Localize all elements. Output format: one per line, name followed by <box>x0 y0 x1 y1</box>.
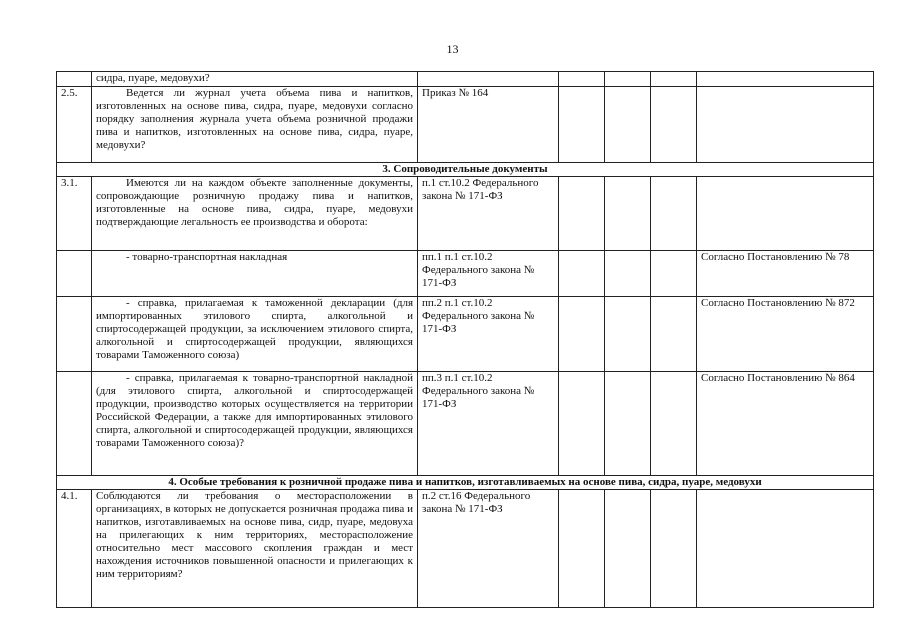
table-row <box>57 177 874 251</box>
mark-cell-yes <box>559 72 605 87</box>
mark-cell-no <box>605 372 651 476</box>
mark-cell-yes <box>559 297 605 372</box>
row-number: 2.5. <box>57 87 92 163</box>
note-cell <box>697 87 874 163</box>
row-number <box>57 251 92 297</box>
table-row <box>57 87 874 163</box>
legal-basis: пп.1 п.1 ст.10.2 Федерального закона № 171-ФЗ <box>418 251 559 297</box>
note-cell <box>697 177 874 251</box>
mark-cell-na <box>651 72 697 87</box>
section-heading: 4. Особые требования к розничной продаже пива и напитков, изготавливаемых на основе пива, сидра, пуаре, медовухи <box>57 476 874 490</box>
mark-cell-yes <box>559 87 605 163</box>
note-cell <box>697 72 874 87</box>
mark-cell-yes <box>559 372 605 476</box>
mark-cell-na <box>651 87 697 163</box>
mark-cell-no <box>605 490 651 608</box>
checklist-table <box>56 71 874 608</box>
row-number: 3.1. <box>57 177 92 251</box>
row-number: 4.1. <box>57 490 92 608</box>
requirement-text: - справка, прилагаемая к таможенной декларации (для импортированных этилового спирта, алкогольной и спиртосодержащей продукции, за исключением этилового спирта, алкогольной и спиртосодержащей продукции, являющихся товарами Таможенного союза) <box>92 297 418 372</box>
note-cell: Согласно Постановлению № 78 <box>697 251 874 297</box>
mark-cell-na <box>651 372 697 476</box>
note-cell: Согласно Постановлению № 872 <box>697 297 874 372</box>
legal-basis: пп.2 п.1 ст.10.2 Федерального закона № 171-ФЗ <box>418 297 559 372</box>
section-row <box>57 476 874 490</box>
mark-cell-na <box>651 177 697 251</box>
table-row <box>57 72 874 87</box>
legal-basis: п.2 ст.16 Федерального закона № 171-ФЗ <box>418 490 559 608</box>
legal-basis: пп.3 п.1 ст.10.2 Федерального закона № 171-ФЗ <box>418 372 559 476</box>
mark-cell-no <box>605 87 651 163</box>
row-number <box>57 372 92 476</box>
mark-cell-no <box>605 177 651 251</box>
page-number: 13 <box>446 42 459 56</box>
table-row <box>57 372 874 476</box>
mark-cell-yes <box>559 251 605 297</box>
requirement-text: - справка, прилагаемая к товарно-транспортной накладной (для этилового спирта, алкогольной и спиртосодержащей продукции, производство которых осуществляется на территории Российской Федерации, а также для импортированных этилового спирта, алкогольной и спиртосодержащей продукции, являющихся товарами Таможенного союза)? <box>92 372 418 476</box>
requirement-text: Соблюдаются ли требования о месторасположении в организациях, в которых не допускается розничная продажа пива и напитков, изготавливаемых на основе пива, сидр, пуаре, медовуха на прилегающих к ним территориях, месторасположение относительно мест массового скопления граждан и мест нахождения источников повышенной опасности и прилегающих к ним территориям? <box>92 490 418 608</box>
mark-cell-yes <box>559 490 605 608</box>
row-number <box>57 297 92 372</box>
section-heading: 3. Сопроводительные документы <box>57 163 874 177</box>
legal-basis: п.1 ст.10.2 Федерального закона № 171-ФЗ <box>418 177 559 251</box>
mark-cell-na <box>651 251 697 297</box>
mark-cell-no <box>605 251 651 297</box>
section-row <box>57 163 874 177</box>
requirement-text: Имеются ли на каждом объекте заполненные документы, сопровождающие розничную продажу пива и напитков, изготовленные на основе пива, сидра, пуаре, медовухи подтверждающие легальность ее производства и оборота: <box>92 177 418 251</box>
mark-cell-no <box>605 72 651 87</box>
requirement-text: Ведется ли журнал учета объема пива и напитков, изготовленных на основе пива, сидра, пуаре, медовухи согласно порядку заполнения журнала учета объема розничной продажи пива и напитков, изготовленных на основе пива, сидра, пуаре, медовухи? <box>92 87 418 163</box>
legal-basis: Приказ № 164 <box>418 87 559 163</box>
requirement-text: сидра, пуаре, медовухи? <box>92 72 418 87</box>
mark-cell-no <box>605 297 651 372</box>
legal-basis <box>418 72 559 87</box>
note-cell: Согласно Постановлению № 864 <box>697 372 874 476</box>
mark-cell-na <box>651 297 697 372</box>
mark-cell-yes <box>559 177 605 251</box>
table-row <box>57 297 874 372</box>
table-row <box>57 251 874 297</box>
requirement-text: - товарно-транспортная накладная <box>92 251 418 297</box>
mark-cell-na <box>651 490 697 608</box>
row-number <box>57 72 92 87</box>
table-row <box>57 490 874 608</box>
note-cell <box>697 490 874 608</box>
